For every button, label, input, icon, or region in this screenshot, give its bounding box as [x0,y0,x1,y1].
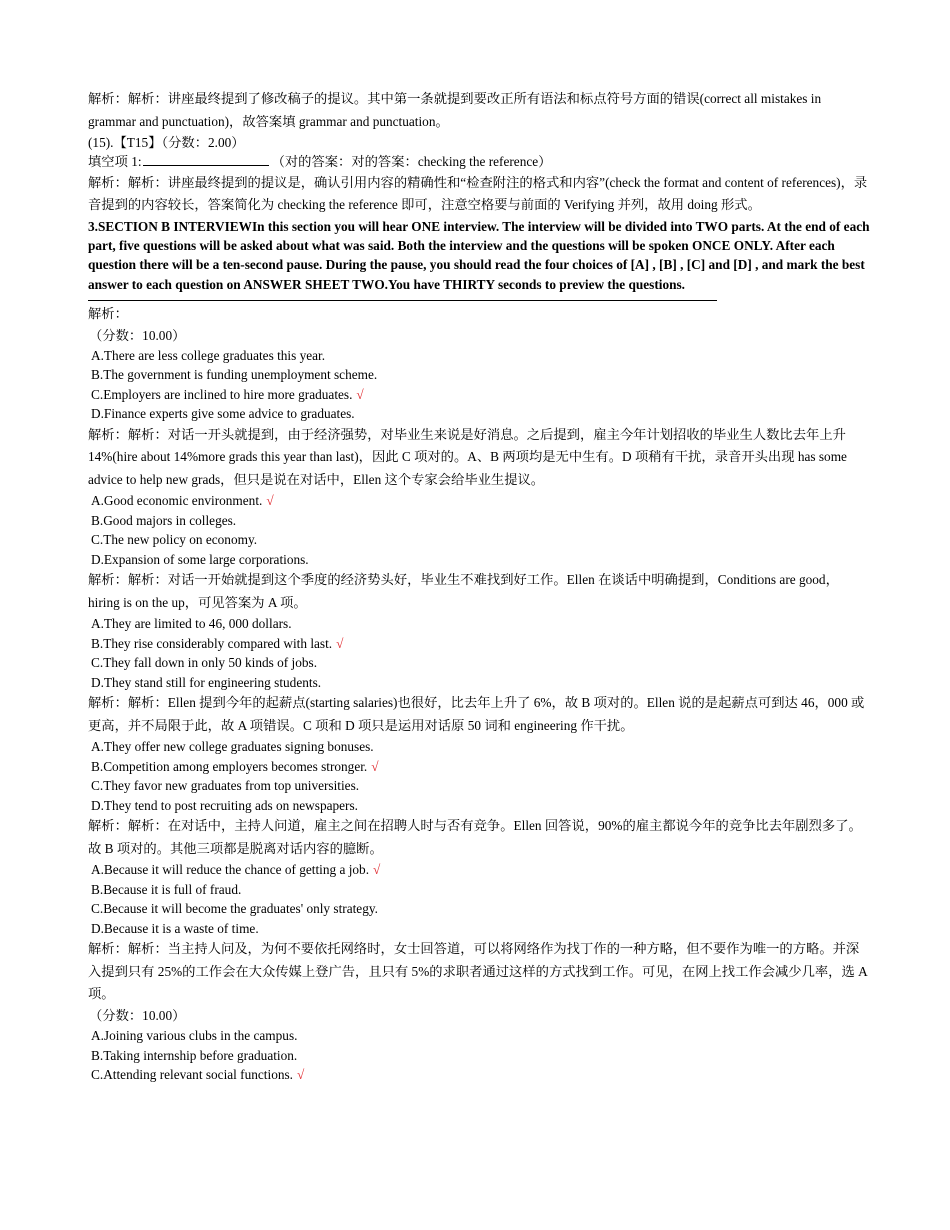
option-text: C.Employers are inclined to hire more graduates. [91,386,353,402]
option-q1-c[interactable] [88,385,870,405]
option-q1-b[interactable]: B.The government is funding unemployment scheme. [91,367,378,383]
question-15-header: (15).【T15】（分数：2.00） [88,135,245,150]
option-text: A.Because it will reduce the chance of getting a job. [91,862,370,878]
option-q5-b[interactable]: B.Because it is full of fraud. [91,881,242,897]
analysis-q2: 解析：解析：对话一开始就提到这个季度的经济势头好，毕业生不难找到好工作。Ellen 在谈话中明确提到，Conditions are good，hiring is on the up，可见答案为 A 项。 [88,572,839,610]
option-q2-d[interactable]: D.Expansion of some large corporations. [91,551,309,567]
option-q3-b[interactable] [88,634,870,654]
option-q4-c[interactable]: C.They favor new graduates from top universities. [91,778,360,794]
question-15-blank-row [88,152,870,171]
correct-check-icon: √ [336,635,344,651]
analysis-q15: 解析：解析：讲座最终提到的提议是，确认引用内容的精确性和“检查附注的格式和内容”(check the format and content of references)，录音提到的内容较长，答案简化为 checking the reference 即可，注意空格要与前面的 Verifying 并列，故用 doing 形式。 [88,174,868,213]
analysis-q1: 解析：解析：对话一开头就提到，由于经济强势，对毕业生来说是好消息。之后提到，雇主今年计划招收的毕业生人数比去年上升 14%(hire about 14%more grads this year than last)，因此 C 项对的。A、B 两项均是无中生有。D 项稍有干扰，录音开头出现 has some advice to help new grads，但只是说在对话中，Ellen 这个专家会给毕业生提议。 [88,426,847,487]
fill-blank-input[interactable] [143,154,269,166]
option-q1-d[interactable]: D.Finance experts give some advice to graduates. [91,406,355,422]
option-q2-c[interactable]: C.The new policy on economy. [91,532,258,548]
option-q4-d[interactable]: D.They tend to post recruiting ads on newspapers. [91,797,358,813]
analysis-q5: 解析：解析：当主持人问及，为何不要依托网络时，女士回答道，可以将网络作为找丁作的一种方略，但不要作为唯一的方略。并深入提到只有 25%的工作会在大众传媒上登广告，且只有 5%的求职者通过这样的方式找到工作。可见，在网上找工作会减少几率，选 A 项。 [88,941,867,1002]
blank-label: 填空项 1: [88,154,142,170]
option-text: B.Competition among employers becomes stronger. [91,758,368,774]
analysis-q14: 解析：解析：讲座最终提到了修改稿子的提议。其中第一条就提到要改正所有语法和标点符号方面的错误(correct all mistakes in grammar and punctuation)，故答案填 grammar and punctuation。 [88,91,822,129]
option-q3-c[interactable]: C.They fall down in only 50 kinds of jobs. [91,655,318,671]
option-q2-a[interactable] [88,491,870,511]
analysis-q4: 解析：解析：在对话中，主持人问道，雇主之间在招聘人时与否有竞争。Ellen 回答说，90%的雇主都说今年的竞争比去年剧烈多了。故 B 项对的。其他三项都是脱离对话内容的臆断。 [88,818,862,856]
correct-check-icon: √ [266,493,274,509]
option-text: C.Attending relevant social functions. [91,1067,293,1083]
option-q2-b[interactable]: B.Good majors in colleges. [91,512,237,528]
score-label-part2: （分数：10.00） [89,1007,186,1023]
option-q1-a[interactable]: A.There are less college graduates this year. [91,347,326,363]
score-label: （分数：10.00） [89,328,186,344]
option-text: B.They rise considerably compared with last. [91,635,333,651]
divider [88,300,717,301]
option-q5-d[interactable]: D.Because it is a waste of time. [91,920,259,936]
analysis-q3: 解析：解析：Ellen 提到今年的起薪点(starting salaries)也很好，比去年上升了 6%，故 B 项对的。Ellen 说的是起薪点可到达 46，000 或更高，并不局限于此，故 A 项错误。C 项和 D 项只是运用对话原 50 词和 engineering 作干扰。 [88,695,865,733]
correct-check-icon: √ [356,386,364,402]
option-q6-a[interactable]: A.Joining various clubs in the campus. [91,1028,298,1044]
option-q5-a[interactable] [88,860,870,880]
correct-answer: （对的答案：对的答案：checking the reference） [271,154,552,170]
option-q3-d[interactable]: D.They stand still for engineering students. [91,674,322,690]
option-text: A.Good economic environment. [91,493,263,509]
document-page [88,88,870,1085]
option-q6-b[interactable]: B.Taking internship before graduation. [91,1047,298,1063]
correct-check-icon: √ [373,862,381,878]
option-q3-a[interactable]: A.They are limited to 46, 000 dollars. [91,616,292,632]
option-q4-a[interactable]: A.They offer new college graduates signing bonuses. [91,739,374,755]
section-b-heading: 3.SECTION B INTERVIEWIn this section you will hear ONE interview. The interview will be divided into TWO parts. At the end of each part, five questions will be asked about what was said. Both the interview and the questions will be spoken ONCE ONLY. After each question there will be a ten-second pause. During the pause, you should read the four choices of [A] , [B] , [C] and [D] , and mark the best answer to each question on ANSWER SHEET TWO.You have THIRTY seconds to preview the questions. [88,218,870,292]
correct-check-icon: √ [371,758,379,774]
correct-check-icon: √ [297,1067,305,1083]
option-q4-b[interactable] [88,757,870,777]
option-q6-c[interactable] [88,1065,870,1085]
section-b-analysis-label: 解析： [88,306,128,321]
option-q5-c[interactable]: C.Because it will become the graduates' only strategy. [91,901,378,917]
